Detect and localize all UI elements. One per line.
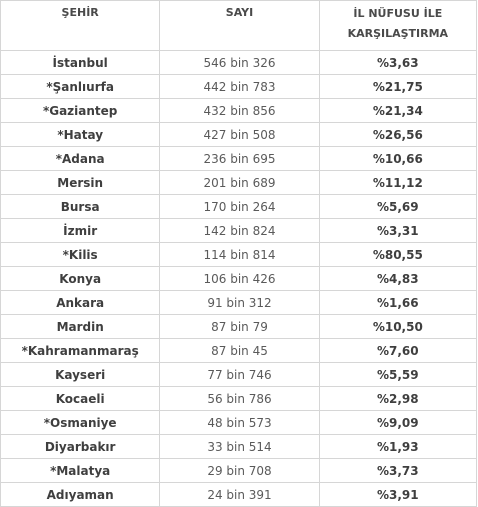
header-count: SAYI <box>160 1 319 51</box>
count-cell: 442 bin 783 <box>160 75 319 99</box>
table-row <box>1 51 477 75</box>
percentage-cell: %1,66 <box>319 291 476 315</box>
table-row <box>1 339 477 363</box>
header-percentage-line1: İL NÜFUSU İLE <box>353 7 443 20</box>
table-row <box>1 315 477 339</box>
count-cell: 427 bin 508 <box>160 123 319 147</box>
table-row <box>1 435 477 459</box>
percentage-cell: %80,55 <box>319 243 476 267</box>
header-percentage <box>319 1 476 51</box>
table-row <box>1 171 477 195</box>
percentage-cell: %9,09 <box>319 411 476 435</box>
city-cell: *Şanlıurfa <box>1 75 160 99</box>
count-cell: 29 bin 708 <box>160 459 319 483</box>
city-cell: *Hatay <box>1 123 160 147</box>
city-cell: Mardin <box>1 315 160 339</box>
count-cell: 106 bin 426 <box>160 267 319 291</box>
table-row <box>1 195 477 219</box>
count-cell: 142 bin 824 <box>160 219 319 243</box>
percentage-cell: %4,83 <box>319 267 476 291</box>
percentage-cell: %7,60 <box>319 339 476 363</box>
table-row <box>1 147 477 171</box>
table-row <box>1 387 477 411</box>
city-cell: *Osmaniye <box>1 411 160 435</box>
percentage-cell: %3,63 <box>319 51 476 75</box>
percentage-cell: %3,73 <box>319 459 476 483</box>
city-cell: Mersin <box>1 171 160 195</box>
header-row <box>1 1 477 51</box>
table-row <box>1 411 477 435</box>
city-cell: Kayseri <box>1 363 160 387</box>
percentage-cell: %26,56 <box>319 123 476 147</box>
table-row <box>1 123 477 147</box>
city-cell: Konya <box>1 267 160 291</box>
table-row <box>1 243 477 267</box>
percentage-cell: %10,50 <box>319 315 476 339</box>
percentage-cell: %10,66 <box>319 147 476 171</box>
table-row <box>1 291 477 315</box>
count-cell: 87 bin 45 <box>160 339 319 363</box>
header-city: ŞEHİR <box>1 1 160 51</box>
city-cell: İstanbul <box>1 51 160 75</box>
count-cell: 432 bin 856 <box>160 99 319 123</box>
percentage-cell: %1,93 <box>319 435 476 459</box>
table-row <box>1 363 477 387</box>
city-cell: Adıyaman <box>1 483 160 507</box>
city-cell: İzmir <box>1 219 160 243</box>
percentage-cell: %5,69 <box>319 195 476 219</box>
count-cell: 87 bin 79 <box>160 315 319 339</box>
percentage-cell: %3,91 <box>319 483 476 507</box>
count-cell: 48 bin 573 <box>160 411 319 435</box>
count-cell: 236 bin 695 <box>160 147 319 171</box>
count-cell: 33 bin 514 <box>160 435 319 459</box>
city-cell: *Kahramanmaraş <box>1 339 160 363</box>
city-cell: *Adana <box>1 147 160 171</box>
count-cell: 114 bin 814 <box>160 243 319 267</box>
table-row <box>1 75 477 99</box>
percentage-cell: %5,59 <box>319 363 476 387</box>
percentage-cell: %3,31 <box>319 219 476 243</box>
city-cell: Diyarbakır <box>1 435 160 459</box>
city-cell: *Gaziantep <box>1 99 160 123</box>
city-cell: Kocaeli <box>1 387 160 411</box>
table-body <box>1 51 477 507</box>
count-cell: 170 bin 264 <box>160 195 319 219</box>
city-cell: Ankara <box>1 291 160 315</box>
count-cell: 77 bin 746 <box>160 363 319 387</box>
city-cell: Bursa <box>1 195 160 219</box>
percentage-cell: %21,34 <box>319 99 476 123</box>
percentage-cell: %11,12 <box>319 171 476 195</box>
table-row <box>1 267 477 291</box>
count-cell: 91 bin 312 <box>160 291 319 315</box>
city-cell: *Malatya <box>1 459 160 483</box>
percentage-cell: %21,75 <box>319 75 476 99</box>
table-row <box>1 99 477 123</box>
count-cell: 546 bin 326 <box>160 51 319 75</box>
table-row <box>1 219 477 243</box>
count-cell: 201 bin 689 <box>160 171 319 195</box>
table-row <box>1 459 477 483</box>
count-cell: 56 bin 786 <box>160 387 319 411</box>
city-cell: *Kilis <box>1 243 160 267</box>
count-cell: 24 bin 391 <box>160 483 319 507</box>
header-percentage-line2: KARŞILAŞTIRMA <box>347 27 449 40</box>
percentage-cell: %2,98 <box>319 387 476 411</box>
